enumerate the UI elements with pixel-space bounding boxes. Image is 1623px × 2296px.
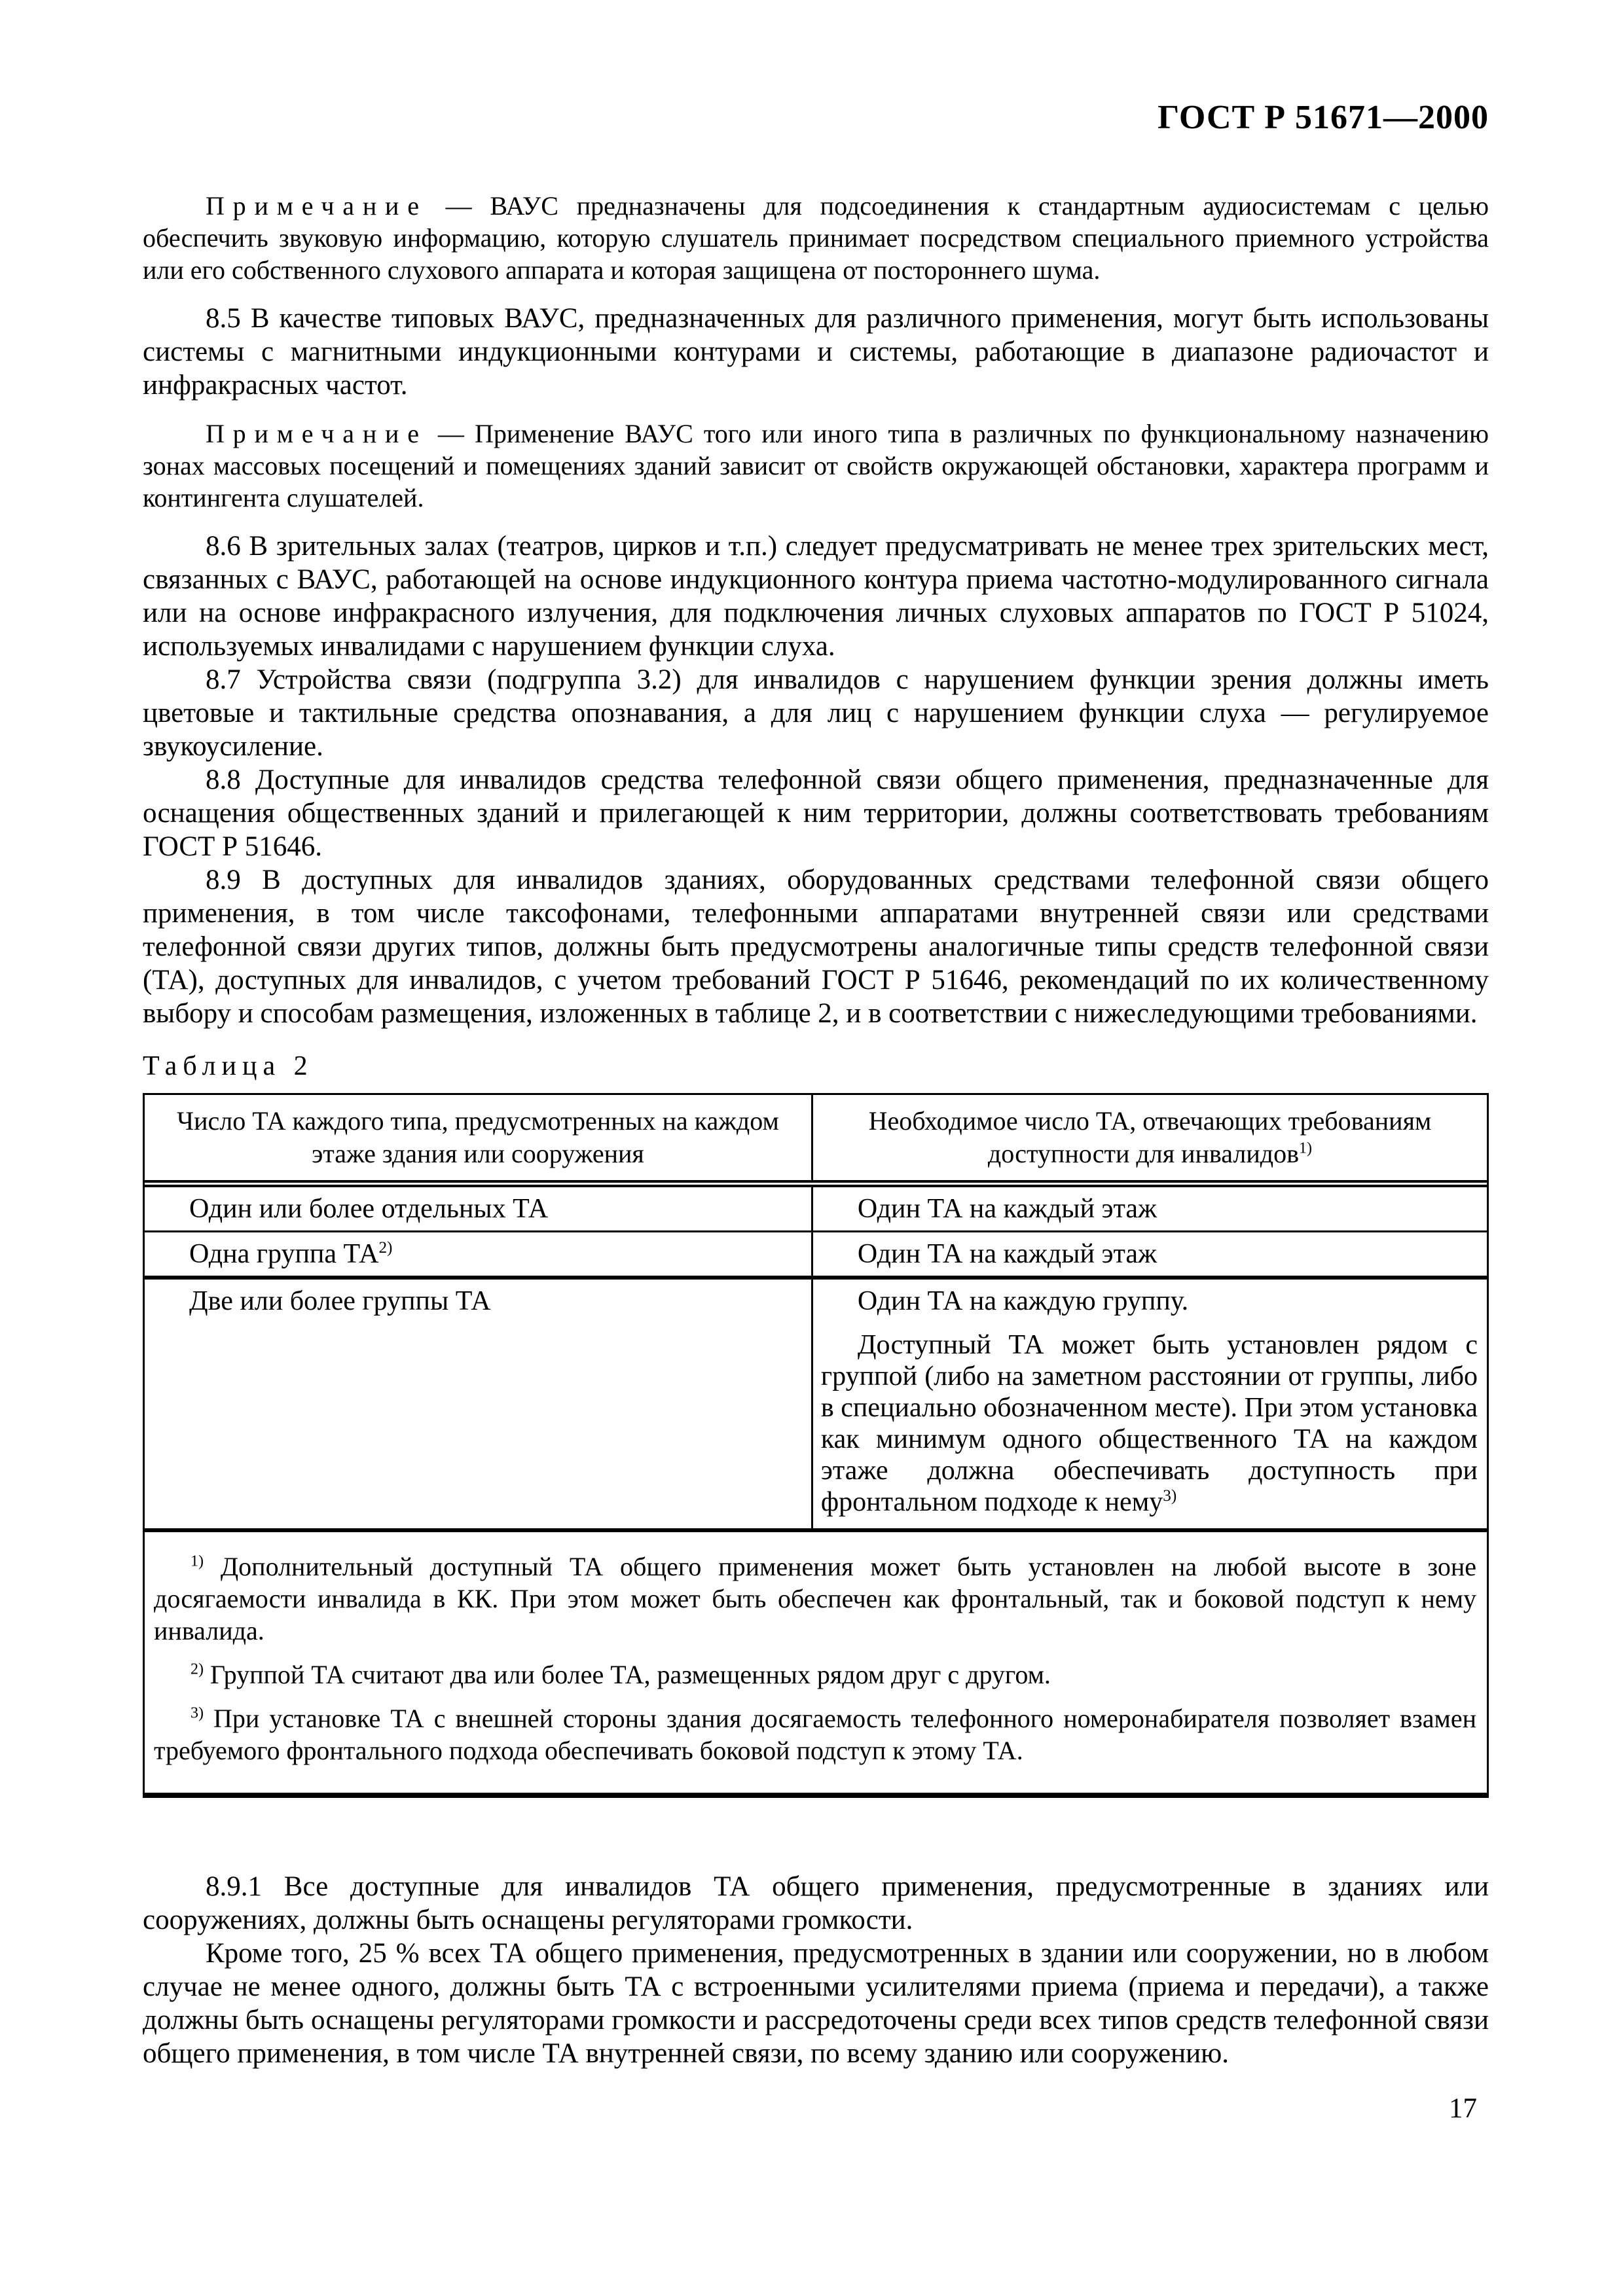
table-cell-required: Один ТА на каждый этаж (857, 1194, 1158, 1224)
table-header-col2 (813, 1095, 1487, 1180)
footnote-2 (154, 1659, 1476, 1691)
table-caption-label: Таблица 2 (143, 1051, 314, 1081)
note-text: — Применение ВАУС того или иного типа в различных по функциональному назначению зонах массовых посещений и помещениях зданий зависит от свойств окружающей обстановки, характера программ и контингента слушателей. (143, 419, 1489, 512)
table-cell-count (145, 1232, 813, 1276)
footnote-ref-2: 2) (378, 1239, 393, 1257)
footnote-3-marker: 3) (191, 1704, 204, 1722)
cell-line-1: Один ТА на каждую группу. (857, 1286, 1189, 1316)
section-8-6: 8.6 В зрительных залах (театров, цирков и т.п.) следует предусматривать не менее трех зрительских мест, связанных с ВАУС, работающей на основе индукционного контура приема частотно-модулированного сигнала или на основе инфракрасного излучения, для подключения личных слуховых аппаратов по ГОСТ Р 51024, используемых инвалидами с нарушением функции слуха. (143, 531, 1489, 662)
table-cell-count: Две или более группы ТА (145, 1280, 813, 1528)
footnote-ref-1: 1) (1298, 1139, 1312, 1157)
table-header-col1 (145, 1095, 813, 1180)
note-paragraph-1 (143, 190, 1489, 286)
note-label: Примечание (206, 419, 428, 448)
section-8-5: 8.5 В качестве типовых ВАУС, предназначенных для различного применения, могут быть использованы системы с магнитными индукционными контурами и системы, работающие в диапазоне радиочастот и инфракрасных частот. (143, 303, 1489, 401)
document-code-header: ГОСТ Р 51671—2000 (1158, 99, 1489, 136)
table-cell-required: Один ТА на каждый этаж (857, 1239, 1158, 1269)
cell-text: Одна группа ТА (189, 1239, 379, 1269)
table-caption (143, 1050, 1489, 1083)
table-header-col2-text (833, 1105, 1467, 1170)
table-cell-count: Один или более отдельных ТА (145, 1187, 813, 1230)
footnote-1-marker: 1) (191, 1552, 204, 1570)
note-text: — ВАУС предназначены для подсоединения к стандартным аудиосистемам с целью обеспечить звуковую информацию, которую слушатель принимает посредством специального приемного устройства или его собственного слухового аппарата и которая защищена от постороннего шума. (143, 191, 1489, 285)
cell-paragraph-text: Доступный ТА может быть установлен рядом с группой (либо на заметном расстоянии от группы, либо в специально обозначенном месте). При этом установка как минимум одного общественного ТА на каждом этаже должна обеспечивать доступность при фронтальном подходе к нему (820, 1330, 1478, 1517)
cell-paragraph (813, 1329, 1487, 1518)
section-8-9: 8.9 В доступных для инвалидов зданиях, оборудованных средствами телефонной связи общего применения, в том числе таксофонами, телефонными аппаратами внутренней связи или средствами телефонной связи других типов, должны быть предусмотрены аналогичные типы средств телефонной связи (ТА), доступных для инвалидов, с учетом требований ГОСТ Р 51646, рекомендаций по их количественному выбору и способам размещения, изложенных в таблице 2, и в соответствии с нижеследующими требованиями. (143, 865, 1489, 1029)
footnote-2-text: Группой ТА считают два или более ТА, размещенных рядом друг с другом. (210, 1660, 1051, 1689)
table-footnotes (145, 1532, 1487, 1793)
table-header-col2-main: Необходимое число ТА, отвечающих требованиям доступности для инвалидов (868, 1106, 1432, 1168)
footnote-3 (154, 1702, 1476, 1767)
table-2 (143, 1093, 1489, 1798)
table-row (145, 1232, 1487, 1280)
footnote-ref-3: 3) (1163, 1487, 1177, 1505)
table-cell-required (813, 1280, 1487, 1528)
page-number: 17 (1449, 2093, 1477, 2124)
section-8-8: 8.8 Доступные для инвалидов средства телефонной связи общего применения, предназначенные для оснащения общественных зданий и прилегающей к ним территории, должны соответствовать требованиям ГОСТ Р 51646. (143, 764, 1489, 862)
section-8-9-1-continued: Кроме того, 25 % всех ТА общего применения, предусмотренных в здании или сооружении, но в любом случае не менее одного, должны быть ТА с встроенными усилителями приема (приема и передачи), а также должны быть оснащены регуляторами громкости и рассредоточены среди всех типов средств телефонной связи общего применения, в том числе ТА внутренней связи, по всему зданию или сооружению. (143, 1938, 1489, 2069)
table-header-col1-text: Число ТА каждого типа, предусмотренных на каждом этаже здания или сооружения (177, 1106, 779, 1168)
section-8-7: 8.7 Устройства связи (подгруппа 3.2) для инвалидов с нарушением функции зрения должны иметь цветовые и тактильные средства опознавания, а для лиц с нарушением функции слуха — регулируемое звукоусиление. (143, 664, 1489, 762)
note-label: Примечание (206, 191, 428, 221)
document-page (143, 98, 1489, 2125)
footnote-1 (154, 1551, 1476, 1647)
table-row (145, 1280, 1487, 1532)
table-row (145, 1187, 1487, 1232)
footnote-1-text: Дополнительный доступный ТА общего применения может быть установлен на любой высоте в зоне досягаемости инвалида в КК. При этом может быть обеспечен как фронтальный, так и боковой подступ к нему инвалида. (154, 1552, 1476, 1645)
note-paragraph-2 (143, 418, 1489, 514)
footnote-3-text: При установке ТА с внешней стороны здания досягаемость телефонного номеронабирателя позволяет взамен требуемого фронтального подхода обеспечивать боковой подступ к этому ТА. (154, 1704, 1476, 1765)
section-8-9-1: 8.9.1 Все доступные для инвалидов ТА общего применения, предусмотренные в зданиях или сооружениях, должны быть оснащены регуляторами громкости. (143, 1871, 1489, 1935)
table-header-row (145, 1095, 1487, 1187)
footnote-2-marker: 2) (191, 1660, 204, 1678)
